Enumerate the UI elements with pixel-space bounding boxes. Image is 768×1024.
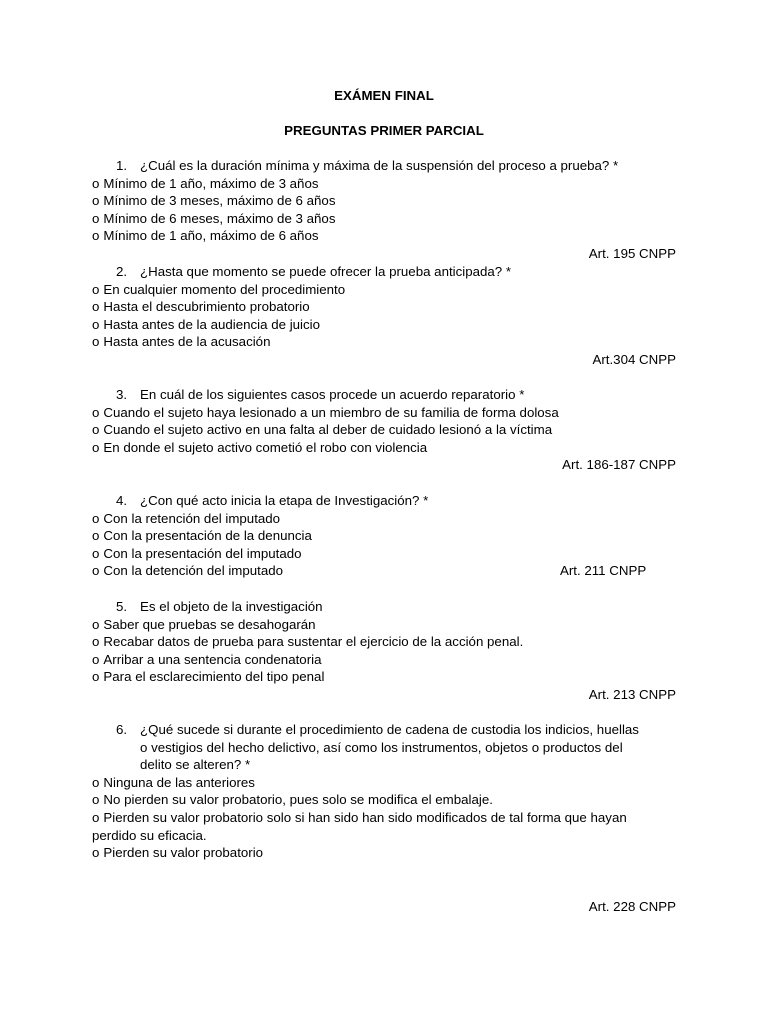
bullet: o — [92, 299, 100, 315]
bullet: o — [92, 228, 100, 244]
option-text: Hasta antes de la acusación — [103, 334, 271, 350]
bullet: o — [92, 210, 100, 226]
question-6-text-line-3: delito se alteren? * — [140, 757, 251, 773]
option — [92, 545, 676, 563]
option-text: Arribar a una sentencia condenatoria — [103, 651, 322, 667]
option — [92, 298, 676, 316]
option-text: Mínimo de 6 meses, máximo de 3 años — [103, 210, 336, 226]
option-text: No pierden su valor probatorio, pues solo se modifica el embalaje. — [103, 792, 493, 808]
option — [92, 562, 676, 580]
bullet: o — [92, 809, 100, 825]
option-text: Mínimo de 1 año, máximo de 6 años — [103, 228, 319, 244]
question-6 — [92, 721, 676, 862]
article-reference: Art. 213 CNPP — [588, 686, 676, 702]
option — [92, 809, 676, 827]
option-text: Mínimo de 3 meses, máximo de 6 años — [103, 193, 336, 209]
question-2 — [92, 263, 676, 369]
question-text: ¿Hasta que momento se puede ofrecer la prueba anticipada? * — [140, 264, 512, 279]
option — [92, 404, 676, 422]
option-text: Con la presentación de la denuncia — [103, 528, 312, 544]
question-text: Es el objeto de la investigación — [140, 599, 323, 614]
article-reference: Art. 186-187 CNPP — [562, 457, 676, 473]
bullet: o — [92, 334, 100, 350]
bullet: o — [92, 422, 100, 438]
bullet: o — [92, 616, 100, 632]
bullet: o — [92, 845, 100, 861]
question-text: ¿Con qué acto inicia la etapa de Investigación? * — [140, 493, 429, 508]
option-text: Con la detención del imputado — [103, 563, 284, 579]
option — [92, 281, 676, 299]
question-6-text — [116, 721, 676, 739]
option — [92, 421, 676, 439]
option — [92, 439, 676, 457]
question-number: 3. — [116, 387, 128, 402]
bullet: o — [92, 175, 100, 191]
exam-page — [92, 0, 676, 1024]
option — [92, 774, 676, 792]
option — [92, 227, 676, 245]
question-number: 4. — [116, 493, 128, 508]
bullet: o — [92, 563, 100, 579]
exam-title: EXÁMEN FINAL — [334, 88, 434, 103]
option-text: Hasta el descubrimiento probatorio — [103, 299, 310, 315]
question-text: En cuál de los siguientes casos procede un acuerdo reparatorio * — [140, 387, 525, 402]
question-5 — [92, 598, 676, 704]
option-text: En donde el sujeto activo cometió el robo con violencia — [103, 439, 428, 455]
article-reference: Art. 211 CNPP — [560, 563, 647, 579]
exam-subtitle: PREGUNTAS PRIMER PARCIAL — [284, 123, 484, 138]
option — [92, 316, 676, 334]
question-number: 2. — [116, 264, 128, 279]
question-4 — [92, 492, 676, 580]
bullet: o — [92, 281, 100, 297]
option — [92, 527, 676, 545]
bullet: o — [92, 634, 100, 650]
option-continuation: perdido su eficacia. — [92, 827, 207, 843]
article-reference: Art.304 CNPP — [592, 351, 676, 367]
option-text: En cualquier momento del procedimiento — [103, 281, 346, 297]
option-text: Mínimo de 1 año, máximo de 3 años — [103, 175, 319, 191]
option — [92, 633, 676, 651]
option-text: Cuando el sujeto activo en una falta al deber de cuidado lesionó a la víctima — [103, 422, 553, 438]
question-4-text — [116, 492, 676, 510]
option-text: Con la presentación del imputado — [103, 545, 302, 561]
option — [92, 791, 676, 809]
option-text: Recabar datos de prueba para sustentar el ejercicio de la acción penal. — [103, 634, 524, 650]
option — [92, 616, 676, 634]
article-reference: Art. 228 CNPP — [588, 899, 676, 914]
option — [92, 844, 676, 862]
option — [92, 510, 676, 528]
option — [92, 668, 676, 686]
option — [92, 175, 676, 193]
question-3 — [92, 386, 676, 474]
option-text: Pierden su valor probatorio — [103, 845, 264, 861]
question-3-text — [116, 386, 676, 404]
bullet: o — [92, 545, 100, 561]
question-2-text — [116, 263, 676, 281]
option — [92, 192, 676, 210]
bullet: o — [92, 528, 100, 544]
question-1-text — [116, 157, 676, 175]
option — [92, 210, 676, 228]
option — [92, 333, 676, 351]
question-number: 6. — [116, 722, 128, 737]
option-text: Con la retención del imputado — [103, 510, 281, 526]
bullet: o — [92, 439, 100, 455]
bullet: o — [92, 404, 100, 420]
bullet: o — [92, 193, 100, 209]
question-6-text-line-2: o vestigios del hecho delictivo, así como los instrumentos, objetos o productos del — [140, 739, 623, 755]
option-text: Ninguna de las anteriores — [103, 774, 255, 790]
bullet: o — [92, 792, 100, 808]
question-5-text — [116, 598, 676, 616]
bullet: o — [92, 510, 100, 526]
option-text: Para el esclarecimiento del tipo penal — [103, 669, 325, 685]
bullet: o — [92, 651, 100, 667]
bullet: o — [92, 774, 100, 790]
option-text: Hasta antes de la audiencia de juicio — [103, 316, 320, 332]
bullet: o — [92, 316, 100, 332]
option-text: Saber que pruebas se desahogarán — [103, 616, 316, 632]
option-text: Pierden su valor probatorio solo si han sido han sido modificados de tal forma que hayan — [103, 809, 627, 825]
question-1 — [92, 157, 676, 263]
question-text: ¿Qué sucede si durante el procedimiento de cadena de custodia los indicios, huellas — [140, 722, 639, 737]
option-text: Cuando el sujeto haya lesionado a un miembro de su familia de forma dolosa — [103, 404, 559, 420]
option — [92, 651, 676, 669]
question-number: 1. — [116, 158, 128, 173]
question-text: ¿Cuál es la duración mínima y máxima de la suspensión del proceso a prueba? * — [140, 158, 619, 173]
question-number: 5. — [116, 599, 128, 614]
bullet: o — [92, 669, 100, 685]
article-reference: Art. 195 CNPP — [588, 245, 676, 261]
